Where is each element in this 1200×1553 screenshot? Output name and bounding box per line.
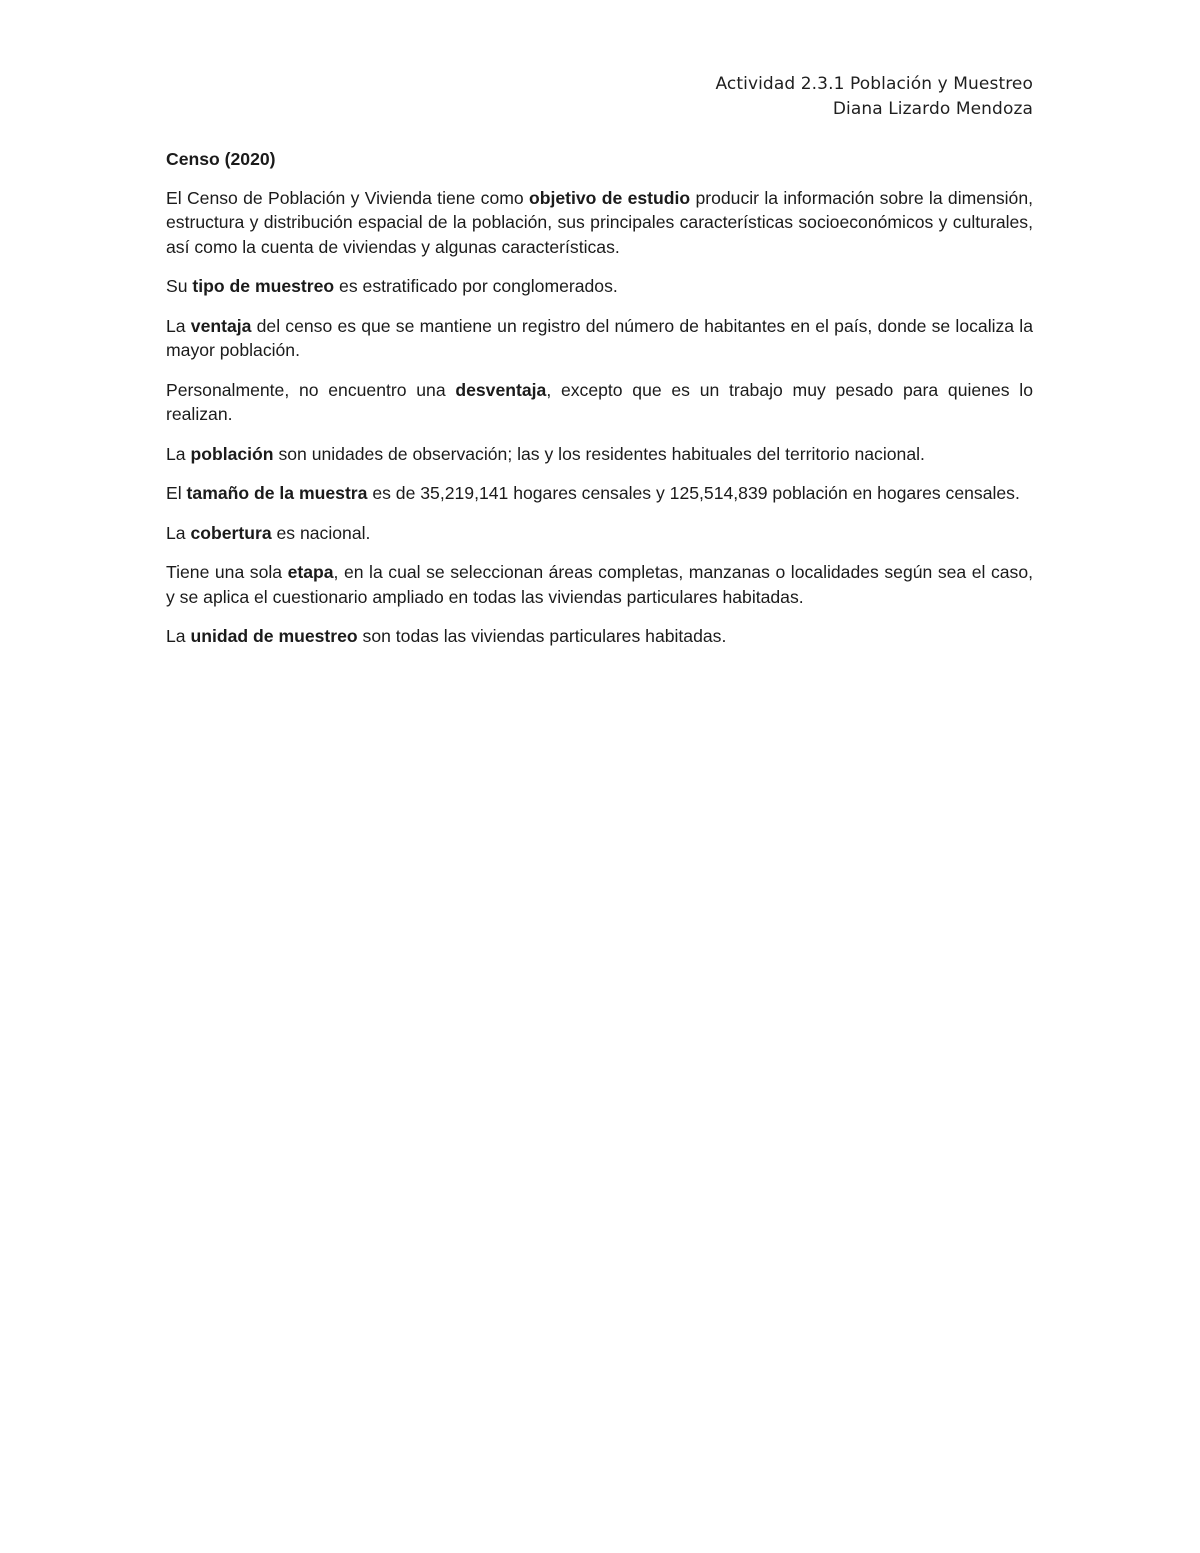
paragraph-text: La [166,626,191,646]
paragraph-text: son todas las viviendas particulares habitadas. [357,626,727,646]
paragraph-text: , excepto que es un trabajo muy pesado para quienes lo realizan. [166,379,1033,424]
paragraph-text: es nacional. [271,522,371,543]
paragraph-text: son unidades de observación; las y los residentes habituales del territorio nacional. [273,443,925,464]
paragraph-text: , en la cual se seleccionan áreas completas, manzanas o localidades según sea el caso, y se aplica el cuestionario ampliado en todas las viviendas particulares habitadas. [166,562,1033,607]
bold-term: objetivo de estudio [528,187,691,208]
header-author: Diana Lizardo Mendoza [832,99,1033,119]
paragraph-cobertura [166,521,1033,546]
paragraph-text: es de 35,219,141 hogares censales y 125,514,839 población en hogares censales. [367,483,1020,503]
paragraph-text: El [166,483,187,503]
paragraph-ventaja [166,314,1033,363]
paragraph-etapa [166,560,1033,609]
paragraph-text: es estratificado por conglomerados. [334,276,618,296]
paragraph-desventaja [166,378,1033,427]
bold-term: tipo de muestreo [192,276,335,296]
bold-term: ventaja [190,315,252,336]
paragraph-poblacion [166,442,1033,467]
bold-term: desventaja [455,379,547,400]
bold-term: unidad de muestreo [190,626,358,646]
paragraph-text: Personalmente, no encuentro una [166,379,456,400]
bold-term: cobertura [190,522,272,543]
section-heading: Censo (2020) [166,149,276,169]
paragraph-text: La [166,522,191,543]
paragraph-text: La [166,315,191,336]
paragraph-unidad-muestreo [166,624,1033,649]
paragraph-text: producir la información sobre la dimensión, estructura y distribución espacial de la población, sus principales características socioeconómicos y culturales, así como la cuenta de viviendas y algunas características. [166,187,1034,257]
bold-term: tamaño de la muestra [186,483,368,503]
paragraph-tamano-muestra [166,481,1033,506]
document-body [166,147,1033,664]
paragraph-objetivo [166,186,1033,260]
paragraph-text: Tiene una sola [166,562,288,582]
paragraph-text: La [166,443,191,464]
page-header [715,72,1033,122]
paragraph-text: Su [166,276,193,296]
paragraph-text: El Censo de Población y Vivienda tiene como [166,187,529,208]
bold-term: población [190,443,274,464]
header-title: Actividad 2.3.1 Población y Muestreo [715,74,1033,94]
bold-term: etapa [287,562,334,582]
paragraph-text: del censo es que se mantiene un registro del número de habitantes en el país, donde se localiza la mayor población. [166,315,1033,360]
paragraph-tipo-muestreo [166,274,1033,299]
